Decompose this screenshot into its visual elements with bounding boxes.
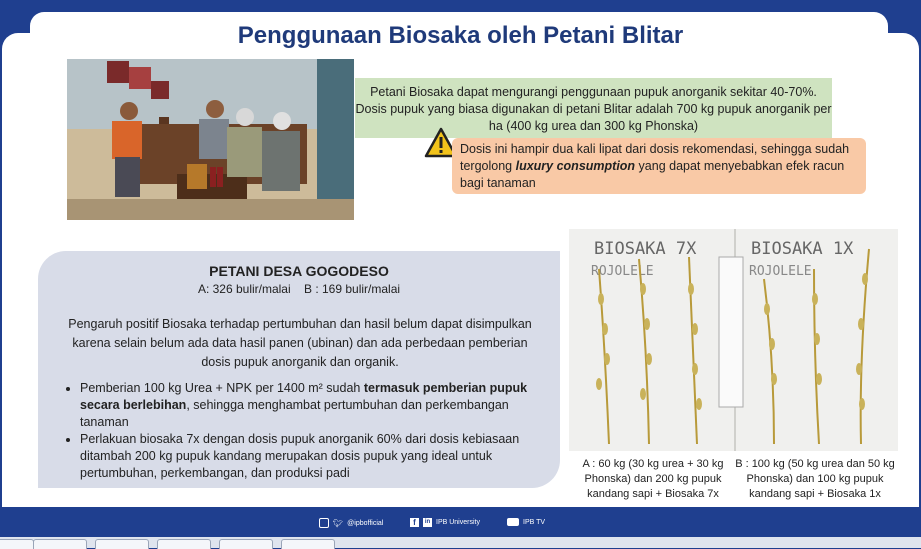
rice-label-left-1: BIOSAKA 7X [594, 239, 697, 259]
caption-b: B : 100 kg (50 kg urea dan 50 kg Phonska) dan 100 kg pupuk kandang sapi + Biosaka 1x [735, 458, 895, 500]
bullet1-pre: Pemberian 100 kg Urea + NPK per 1400 m² sudah [80, 381, 364, 395]
bullet-item [80, 380, 560, 431]
caption-a: A : 60 kg (30 kg urea + 30 kg Phonska) dan 200 kg pupuk kandang sapi + Biosaka 7x [582, 458, 724, 500]
university-text: IPB University [436, 519, 480, 526]
youtube-icon [507, 518, 519, 526]
rice-label-right-1: BIOSAKA 1X [751, 239, 854, 259]
rice-label-right-2: ROJOLELE [749, 264, 812, 279]
slide-title: Penggunaan Biosaka oleh Petani Blitar [237, 22, 684, 49]
warning-text-emphasis: luxury consumption [515, 159, 636, 173]
panel-heading: PETANI DESA GOGODESO [209, 263, 389, 279]
twitter-icon: 🐦︎ [333, 518, 344, 528]
instagram-icon [319, 518, 329, 528]
linkedin-icon: in [424, 519, 431, 525]
social-handle-text: @ipbofficial [347, 519, 384, 527]
tv-link[interactable] [507, 518, 545, 526]
warning-text-post: yang dapat menyebabkan efek racun bagi tanaman [460, 159, 845, 190]
farmers-meeting-photo [67, 59, 354, 220]
fertilizer-reduction-line: Petani Biosaka dapat mengurangi penggunaan pupuk anorganik sekitar 40-70%. [370, 85, 817, 99]
panel-bullets [60, 380, 560, 482]
panel-paragraph: Pengaruh positif Biosaka terhadap pertumbuhan dan hasil belum dapat disimpulkan karena selain belum ada data hasil panen (ubinan) dan ada perbedaan pemberian dosis pupuk anorganik dan organik. [68, 317, 532, 369]
tv-text: IPB TV [523, 518, 546, 526]
rice-label-left-2: ROJOLELE [591, 264, 654, 279]
facebook-icon: f [410, 518, 419, 527]
bullet1-bold: termasuk pemberian pupuk secara berlebihan [80, 381, 528, 412]
footer-bar [0, 507, 921, 537]
bullet1-post: , sehingga menghambat pertumbuhan dan perkembangan tanaman [80, 398, 509, 429]
rice-panicle-photo [569, 229, 898, 451]
bullet2-text: Perlakuan biosaka 7x dengan dosis pupuk anorganik 60% dari dosis kebiasaan ditambah 200 kg pupuk kandang merupakan dosis pupuk yang ideal untuk pertumbuhan, perkembangan, dan produksi padi [80, 432, 520, 480]
warning-text-pre: Dosis ini hampir dua kali lipat dari dosis rekomendasi, sehingga sudah tergolong [460, 142, 850, 173]
university-link[interactable] [410, 518, 480, 527]
gogodeso-panel [38, 251, 560, 488]
grain-count-line: A: 326 bulir/malai B : 169 bulir/malai [197, 282, 401, 296]
luxury-consumption-warning [452, 138, 866, 194]
bullet-item [80, 431, 560, 482]
social-handle[interactable] [319, 518, 383, 528]
fertilizer-dose-line: Dosis pupuk yang biasa digunakan di petani Blitar adalah 700 kg pupuk anorganik per ha (400 kg urea dan 300 kg Phonska) [355, 102, 832, 133]
taskbar [0, 537, 921, 548]
